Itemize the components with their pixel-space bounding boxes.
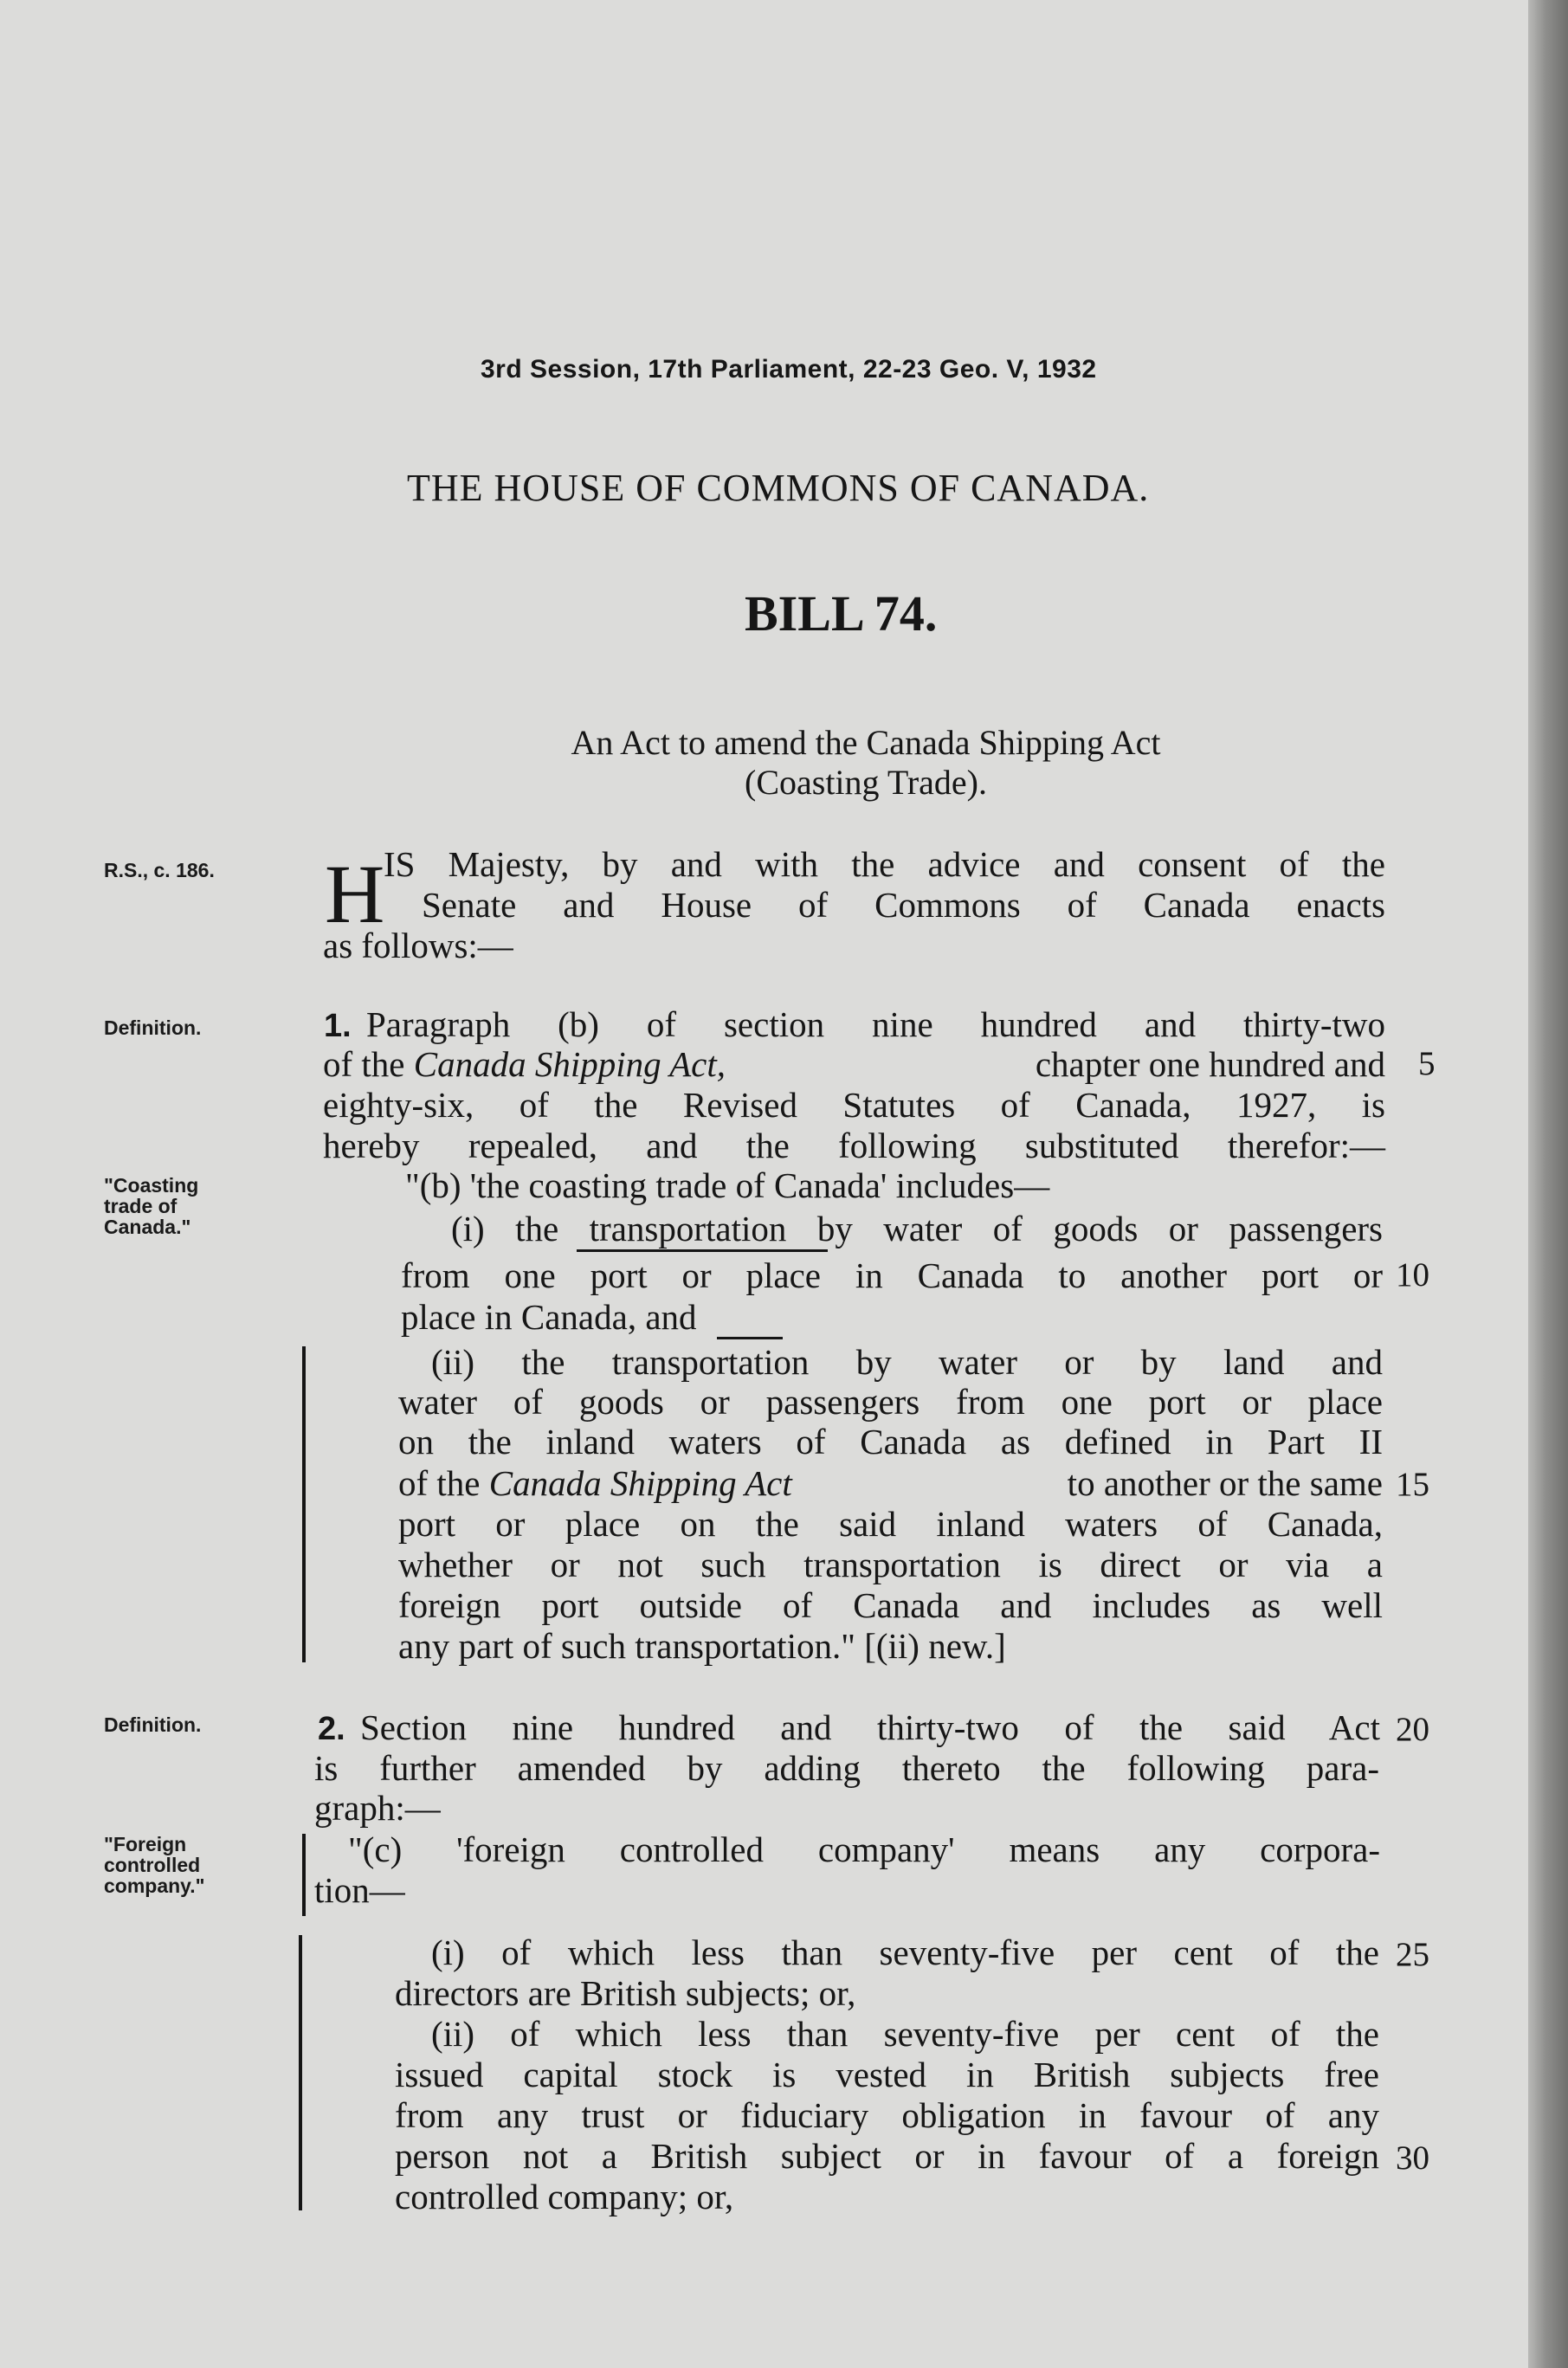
margin-note-definition-2: Definition. xyxy=(104,1713,202,1736)
line-number: 25 xyxy=(1396,1936,1429,1973)
underline-mark xyxy=(717,1337,783,1339)
section-1-line: "(b) 'the coasting trade of Canada' includes— xyxy=(405,1165,1050,1205)
section-1-line: (i) the transportation by water of goods or passengers xyxy=(451,1209,1383,1249)
section-1-line: water of goods or passengers from one port or place xyxy=(398,1382,1383,1422)
margin-note-rs: R.S., c. 186. xyxy=(104,859,215,881)
section-1-line: place in Canada, and xyxy=(401,1297,697,1337)
section-2-line: "(c) 'foreign controlled company' means any corpora- xyxy=(348,1829,1380,1869)
section-1-line: whether or not such transportation is direct or via a xyxy=(398,1545,1383,1584)
act-title-line-2: (Coasting Trade). xyxy=(745,763,987,802)
margin-note-coasting-trade: "Coasting trade of Canada." xyxy=(104,1174,199,1238)
section-1-line: any part of such transportation." [(ii) new.] xyxy=(398,1626,1006,1666)
section-2-line: (ii) of which less than seventy-five per cent of the xyxy=(431,2014,1379,2054)
amendment-rule xyxy=(299,1935,302,2210)
section-1-number: 1. xyxy=(324,1008,352,1044)
margin-note-definition-1: Definition. xyxy=(104,1016,202,1039)
section-1-line: of the Canada Shipping Act, chapter one hundred and xyxy=(323,1044,1385,1084)
section-2-line: issued capital stock is vested in British subjects free xyxy=(395,2055,1379,2094)
amendment-rule xyxy=(302,1834,306,1916)
section-2-line: person not a British subject or in favour of a foreign xyxy=(395,2136,1379,2176)
section-1-line: hereby repealed, and the following substituted therefor:— xyxy=(323,1126,1385,1165)
preamble-line: as follows:— xyxy=(323,926,513,965)
section-2-line: controlled company; or, xyxy=(395,2177,734,2216)
preamble-line: Senate and House of Commons of Canada enacts xyxy=(422,885,1385,925)
section-2-line: graph:— xyxy=(314,1788,441,1828)
line-number: 15 xyxy=(1396,1466,1429,1503)
section-1-line: of the Canada Shipping Act to another or the same xyxy=(398,1463,1383,1503)
act-title xyxy=(433,723,1299,803)
line-number: 5 xyxy=(1418,1045,1436,1082)
section-1-line: (ii) the transportation by water or by land and xyxy=(431,1342,1383,1382)
underline-mark xyxy=(577,1249,828,1252)
house-title: THE HOUSE OF COMMONS OF CANADA. xyxy=(407,467,1150,509)
bill-number: BILL 74. xyxy=(745,585,938,642)
section-2-line: tion— xyxy=(314,1870,405,1910)
section-1-line: eighty-six, of the Revised Statutes of Canada, 1927, is xyxy=(323,1085,1385,1125)
line-number: 10 xyxy=(1396,1256,1429,1294)
book-spine-shadow xyxy=(1528,0,1568,2368)
line-number: 20 xyxy=(1396,1711,1429,1748)
section-2-line: Section nine hundred and thirty-two of the said Act xyxy=(360,1707,1380,1747)
section-2-line: from any trust or fiduciary obligation in favour of any xyxy=(395,2095,1379,2135)
section-1-line: foreign port outside of Canada and includes as well xyxy=(398,1585,1383,1625)
session-heading: 3rd Session, 17th Parliament, 22-23 Geo. V, 1932 xyxy=(481,355,1097,384)
section-2-line: directors are British subjects; or, xyxy=(395,1973,856,2013)
section-1-line: on the inland waters of Canada as defined in Part II xyxy=(398,1422,1383,1461)
preamble-line: IS Majesty, by and with the advice and consent of the xyxy=(384,844,1385,884)
section-1-line: from one port or place in Canada to another port or xyxy=(401,1255,1383,1295)
act-title-line-1: An Act to amend the Canada Shipping Act xyxy=(571,723,1161,762)
amendment-rule xyxy=(302,1346,306,1662)
section-2-line: (i) of which less than seventy-five per cent of the xyxy=(431,1932,1379,1972)
section-2-line: is further amended by adding thereto the following para- xyxy=(314,1748,1379,1788)
margin-note-foreign-controlled: "Foreign controlled company." xyxy=(104,1833,205,1897)
line-number: 30 xyxy=(1396,2139,1429,2177)
section-1-line: Paragraph (b) of section nine hundred and thirty-two xyxy=(366,1004,1385,1044)
section-2-number: 2. xyxy=(318,1711,345,1747)
drop-cap: H xyxy=(325,848,385,940)
section-1-line: port or place on the said inland waters of Canada, xyxy=(398,1504,1383,1544)
